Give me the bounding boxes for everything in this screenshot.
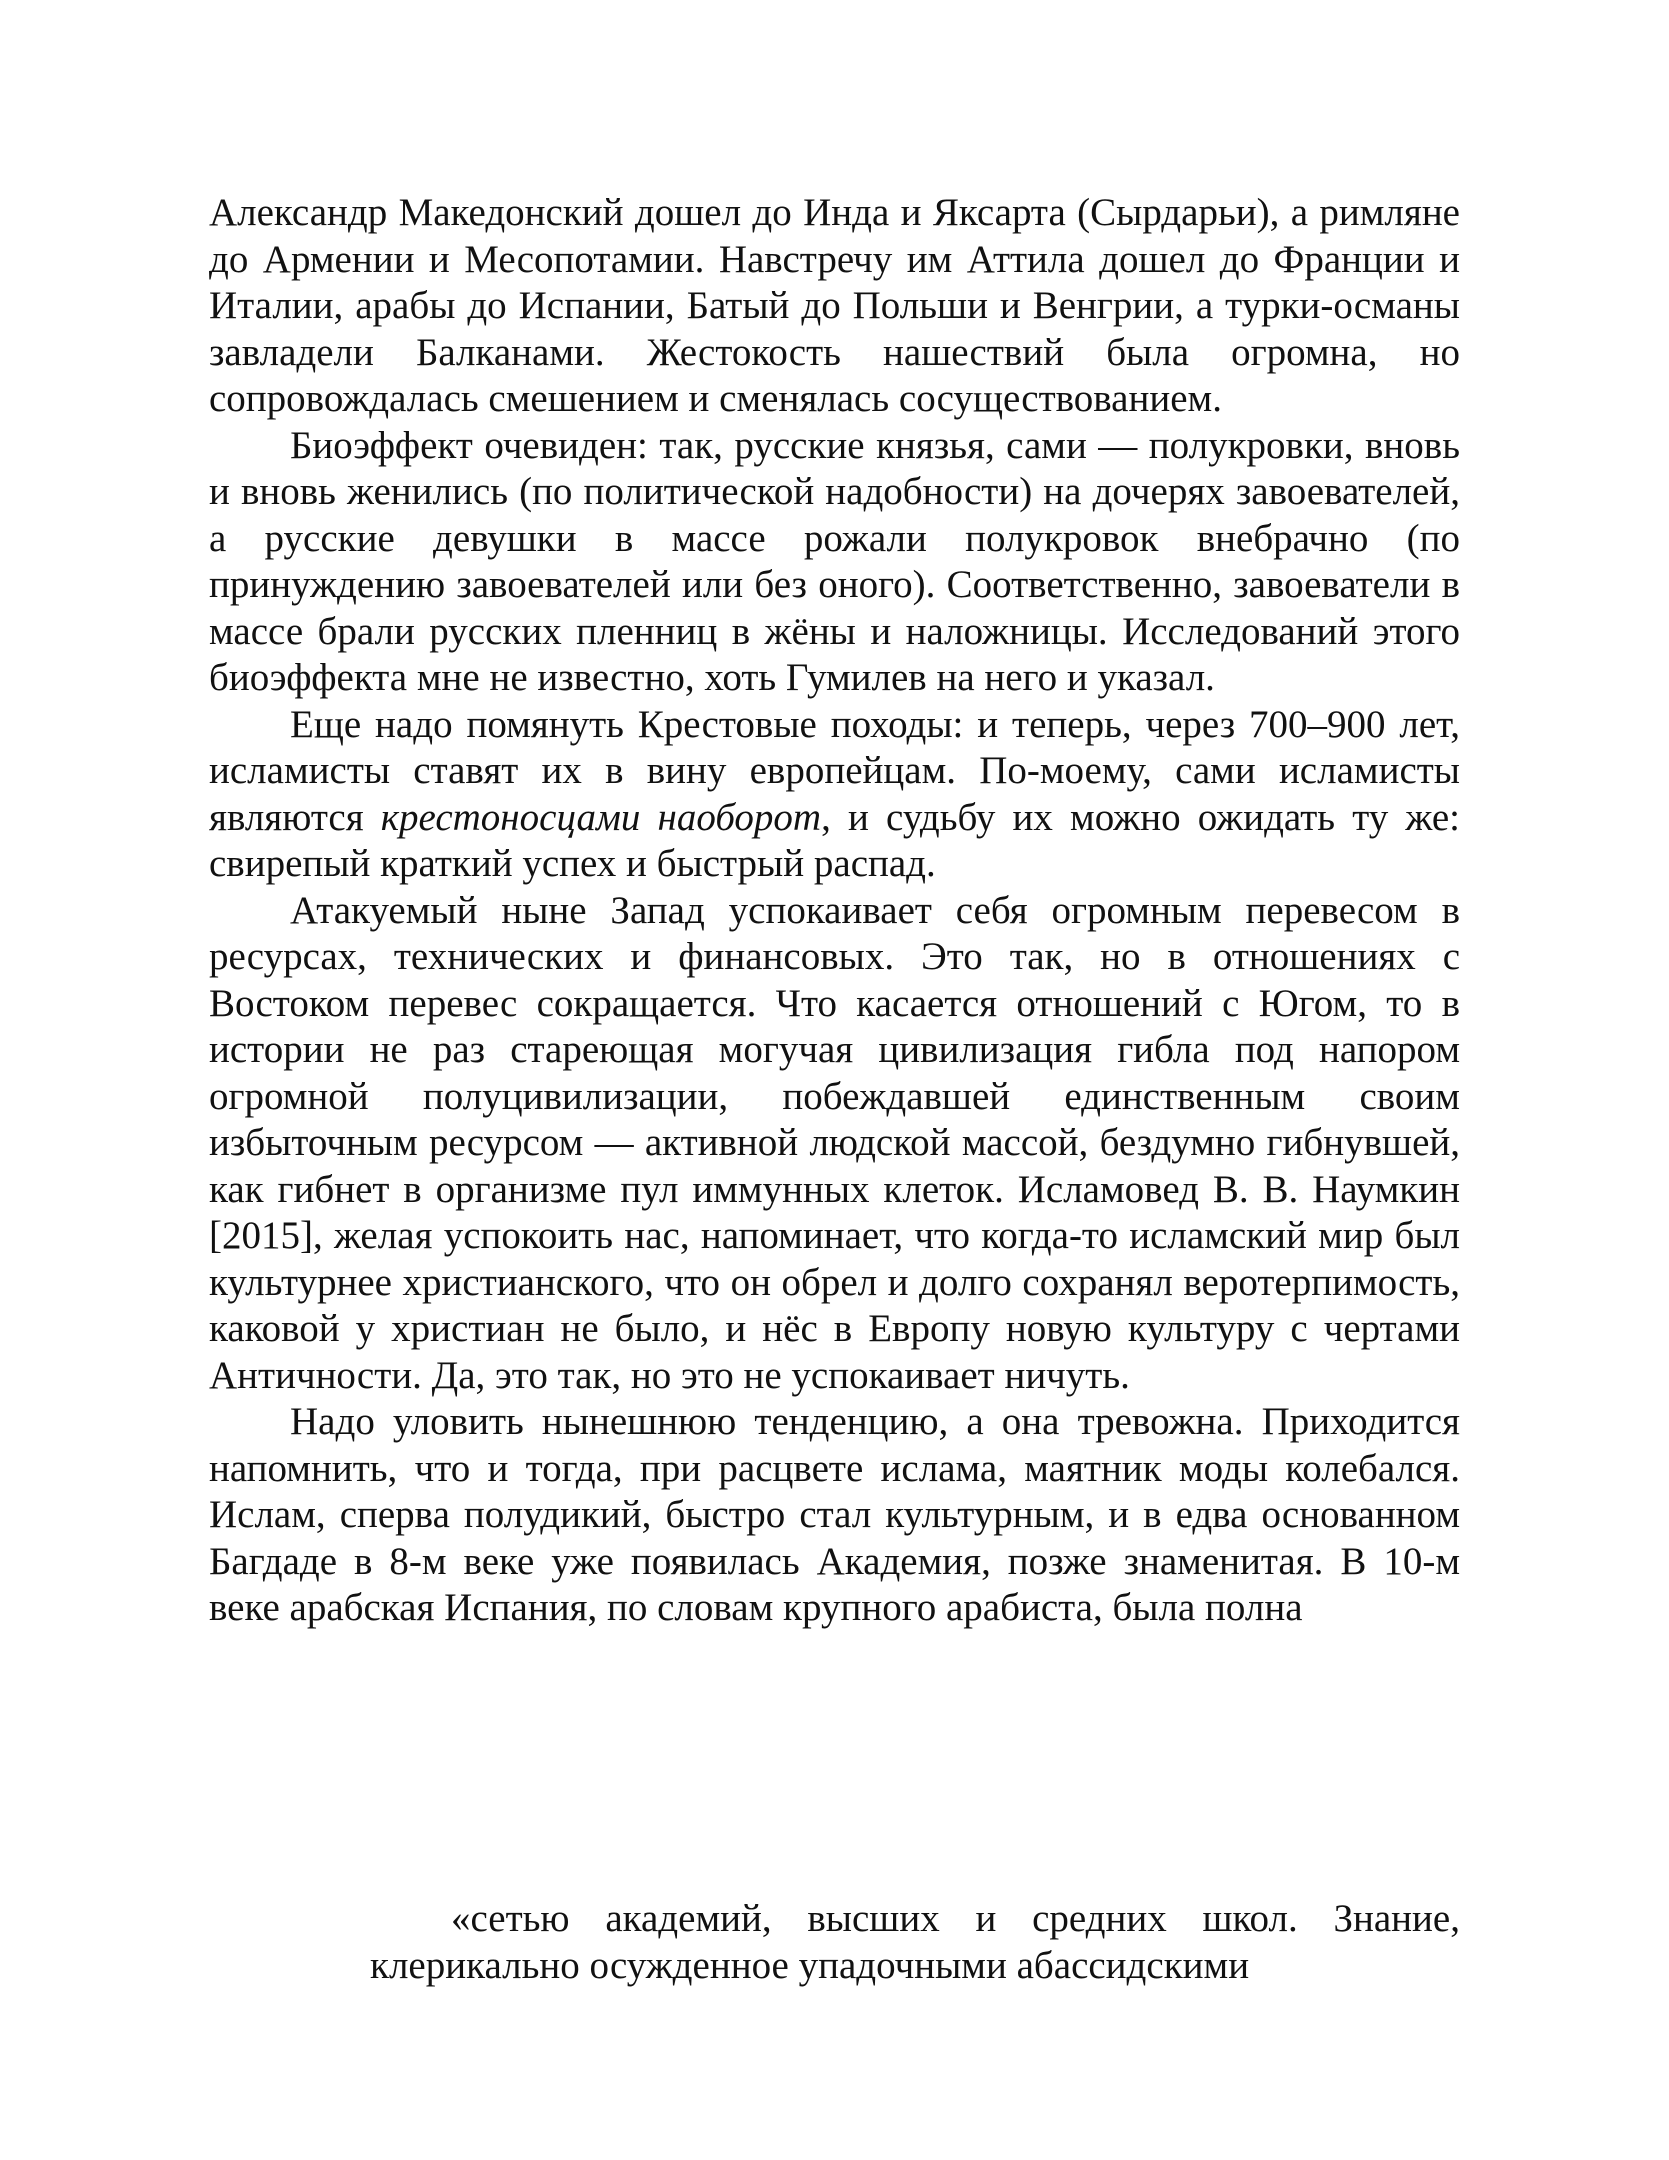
block-quote xyxy=(370,1896,1460,1989)
paragraph-1: Александр Македонский дошел до Инда и Яксарта (Сырдарьи), а римляне до Армении и Месопотамии. Навстречу им Аттила дошел до Франции и Италии, арабы до Испании, Батый до Польши и Венгрии, а турки-османы завладели Балканами. Жестокость нашествий была огромна, но сопровождалась смешением и сменялась сосуществованием. xyxy=(209,191,1460,420)
block-quote-text: «сетью академий, высших и средних школ. Знание, клерикально осужденное упадочными абассидскими xyxy=(370,1897,1460,1987)
paragraph-3-text-end: , и судьбу их можно ожидать ту же: свирепый краткий успех и быстрый распад. xyxy=(209,795,1460,885)
paragraph-3-emphasis: крестоносцами наоборот xyxy=(380,795,822,839)
paragraph-4: Атакуемый ныне Запад успокаивает себя огромным перевесом в ресурсах, технических и финансовых. Это так, но в отношениях с Востоком перевес сокращается. Что касается отношений с Югом, то в истории не раз стареющая могучая цивилизация гибла под напором огромной полуцивилизации, побеждавшей единственным своим избыточным ресурсом — активной людской массой, бездумно гибнувшей, как гибнет в организме пул иммунных клеток. Исламовед В. В. Наумкин [2015], желая успокоить нас, напоминает, что когда-то исламский мир был культурнее христианского, что он обрел и долго сохранял веротерпимость, каковой у христиан не было, и нёс в Европу новую культуру с чертами Античности. Да, это так, но это не успокаивает ничуть. xyxy=(209,888,1460,1397)
paragraph-3-text-start: Еще надо помянуть Крестовые походы: и теперь, через 700–900 лет, исламисты ставят их в вину европейцам. По-моему, сами исламисты являются xyxy=(209,702,1460,839)
paragraph-5: Надо уловить нынешнюю тенденцию, а она тревожна. Приходится напомнить, что и тогда, при расцвете ислама, маятник моды колебался. Ислам, сперва полудикий, быстро стал культурным, и в едва основанном Багдаде в 8-м веке уже появилась Академия, позже знаменитая. В 10-м веке арабская Испания, по словам крупного арабиста, была полна xyxy=(209,1400,1460,1629)
body-text xyxy=(209,190,1460,1632)
paragraph-2: Биоэффект очевиден: так, русские князья, сами — полукровки, вновь и вновь женились (по политической надобности) на дочерях завоевателей, а русские девушки в массе рожали полукровок внебрачно (по принуждению завоевателей или без оного). Соответственно, завоеватели в массе брали русских пленниц в жёны и наложницы. Исследований этого биоэффекта мне не известно, хоть Гумилев на него и указал. xyxy=(209,423,1460,699)
paragraph-3 xyxy=(209,702,1460,888)
